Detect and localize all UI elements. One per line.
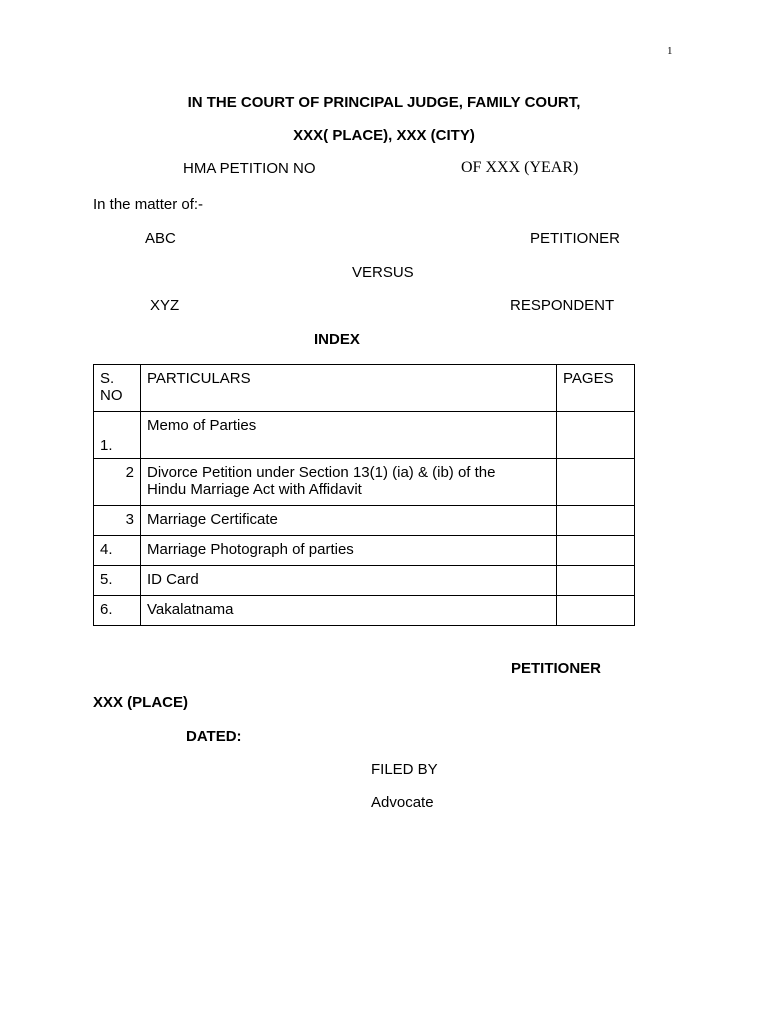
header-sno-line1: S. xyxy=(100,370,115,387)
table-row xyxy=(94,596,635,626)
row-sno: 4. xyxy=(94,536,141,566)
row-pages xyxy=(557,506,635,536)
row-particulars-line2: Hindu Marriage Act with Affidavit xyxy=(147,481,362,498)
matter-label: In the matter of:- xyxy=(93,196,204,213)
row-sno: 6. xyxy=(94,596,141,626)
court-heading-line2: XXX( PLACE), XXX (CITY) xyxy=(293,127,475,144)
versus-label: VERSUS xyxy=(352,264,414,281)
header-particulars: PARTICULARS xyxy=(141,365,557,412)
table-row xyxy=(94,459,635,506)
table-row xyxy=(94,566,635,596)
respondent-role: RESPONDENT xyxy=(510,297,615,314)
row-particulars-line1: Divorce Petition under Section 13(1) (ia) & (ib) of the xyxy=(147,464,496,481)
row-particulars: ID Card xyxy=(141,566,557,596)
table-row xyxy=(94,536,635,566)
footer-advocate: Advocate xyxy=(371,794,434,811)
row-pages xyxy=(557,459,635,506)
table-header-row xyxy=(94,365,635,412)
court-heading-line1: IN THE COURT OF PRINCIPAL JUDGE, FAMILY COURT, xyxy=(187,94,581,111)
page-number: 1 xyxy=(667,45,673,57)
row-sno: 5. xyxy=(94,566,141,596)
row-sno: 2 xyxy=(94,459,141,506)
petitioner-name: ABC xyxy=(145,230,176,247)
row-sno: 1. xyxy=(94,412,141,459)
petition-number-label: HMA PETITION NO xyxy=(183,160,316,177)
index-title: INDEX xyxy=(314,331,360,348)
header-sno xyxy=(94,365,141,412)
footer-filed-by: FILED BY xyxy=(371,761,438,778)
row-pages xyxy=(557,566,635,596)
row-particulars: Marriage Photograph of parties xyxy=(141,536,557,566)
index-table xyxy=(93,364,635,626)
row-pages xyxy=(557,596,635,626)
row-particulars: Memo of Parties xyxy=(141,412,557,459)
row-particulars xyxy=(141,459,557,506)
respondent-name: XYZ xyxy=(150,297,180,314)
header-pages: PAGES xyxy=(557,365,635,412)
table-row xyxy=(94,412,635,459)
row-pages xyxy=(557,536,635,566)
petitioner-role: PETITIONER xyxy=(530,230,621,247)
footer-petitioner: PETITIONER xyxy=(511,660,602,677)
footer-place: XXX (PLACE) xyxy=(93,694,189,711)
row-particulars: Vakalatnama xyxy=(141,596,557,626)
petition-year: OF XXX (YEAR) xyxy=(461,159,579,176)
row-sno: 3 xyxy=(94,506,141,536)
header-sno-line2: NO xyxy=(100,387,123,404)
row-particulars: Marriage Certificate xyxy=(141,506,557,536)
row-pages xyxy=(557,412,635,459)
table-row xyxy=(94,506,635,536)
footer-dated: DATED: xyxy=(186,728,242,745)
